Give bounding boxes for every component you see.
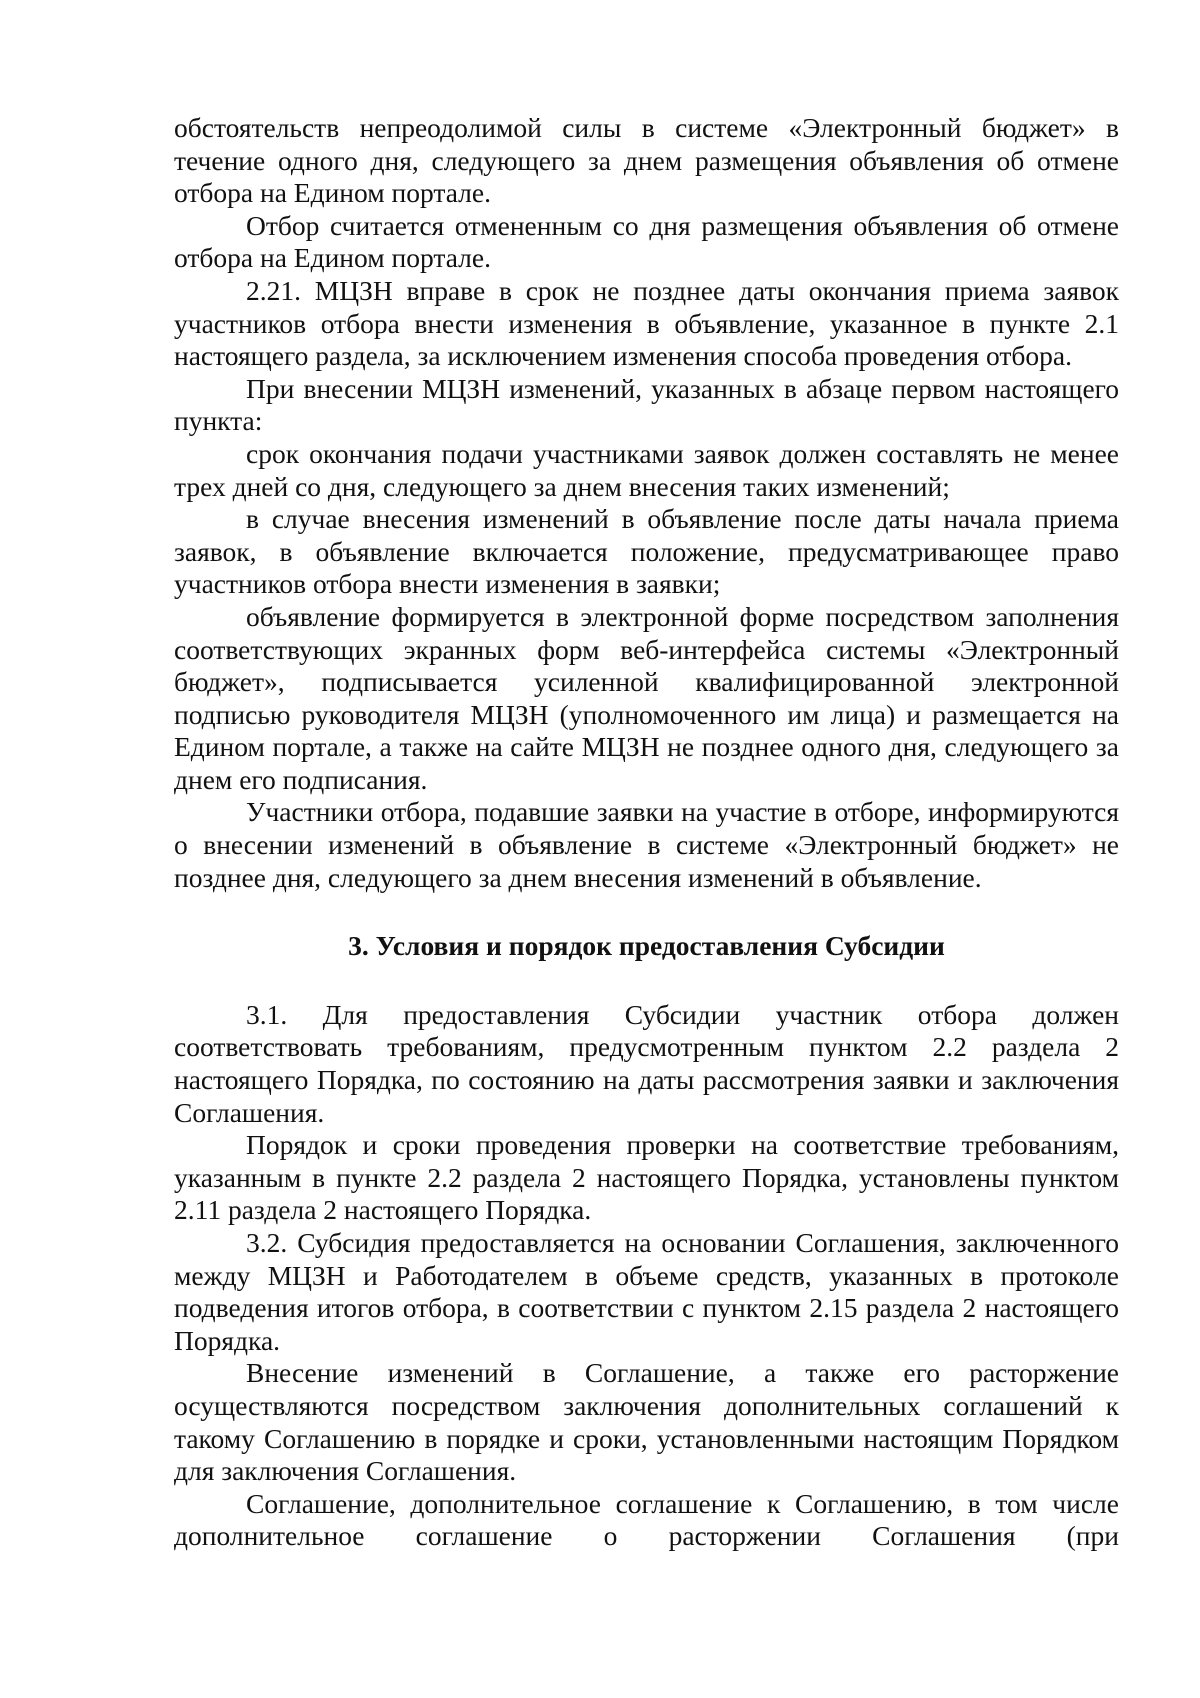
paragraph: Порядок и сроки проведения проверки на соответствие требованиям, указанным в пункте 2.2 раздела 2 настоящего Порядка, установлены пунктом 2.11 раздела 2 настоящего Порядка. [174,1129,1119,1226]
paragraph: в случае внесения изменений в объявление после даты начала приема заявок, в объявление включается положение, предусматривающее право участников отбора внести изменения в заявки; [174,503,1119,600]
paragraph: При внесении МЦЗН изменений, указанных в абзаце первом настоящего пункта: [174,372,1119,437]
section-heading: 3. Условия и порядок предоставления Субсидии [348,930,945,962]
paragraph: Соглашение, дополнительное соглашение к Соглашению, в том числе дополнительное соглашение о расторжении Соглашения (при [174,1487,1119,1552]
paragraph: Участники отбора, подавшие заявки на участие в отборе, информируются о внесении изменений в объявление в системе «Электронный бюджет» не позднее дня, следующего за днем внесения изменений в объявление. [174,796,1119,893]
paragraph: Отбор считается отмененным со дня размещения объявления об отмене отбора на Едином портале. [174,209,1119,274]
paragraph: Внесение изменений в Соглашение, а также его расторжение осуществляются посредством заключения дополнительных соглашений к такому Соглашению в порядке и сроки, установленными настоящим Порядком для заключения Соглашения. [174,1357,1119,1487]
paragraph: 3.2. Субсидия предоставляется на основании Соглашения, заключенного между МЦЗН и Работодателем в объеме средств, указанных в протоколе подведения итогов отбора, в соответствии с пунктом 2.15 раздела 2 настоящего Порядка. [174,1227,1119,1356]
paragraph: обстоятельств непреодолимой силы в системе «Электронный бюджет» в течение одного дня, следующего за днем размещения объявления об отмене отбора на Едином портале. [174,112,1119,209]
paragraph: срок окончания подачи участниками заявок должен составлять не менее трех дней со дня, следующего за днем внесения таких изменений; [174,437,1119,502]
paragraph: объявление формируется в электронной форме посредством заполнения соответствующих экранных форм веб-интерфейса системы «Электронный бюджет», подписывается усиленной квалифицированной электронной подписью руководителя МЦЗН (уполномоченного им лица) и размещается на Едином портале, а также на сайте МЦЗН не позднее одного дня, следующего за днем его подписания. [174,600,1119,795]
paragraph: 3.1. Для предоставления Субсидии участник отбора должен соответствовать требованиям, предусмотренным пунктом 2.2 раздела 2 настоящего Порядка, по состоянию на даты рассмотрения заявки и заключения Соглашения. [174,998,1119,1128]
paragraph: 2.21. МЦЗН вправе в срок не позднее даты окончания приема заявок участников отбора внести изменения в объявление, указанное в пункте 2.1 настоящего раздела, за исключением изменения способа проведения отбора. [174,274,1119,372]
document-page [174,112,1119,1553]
